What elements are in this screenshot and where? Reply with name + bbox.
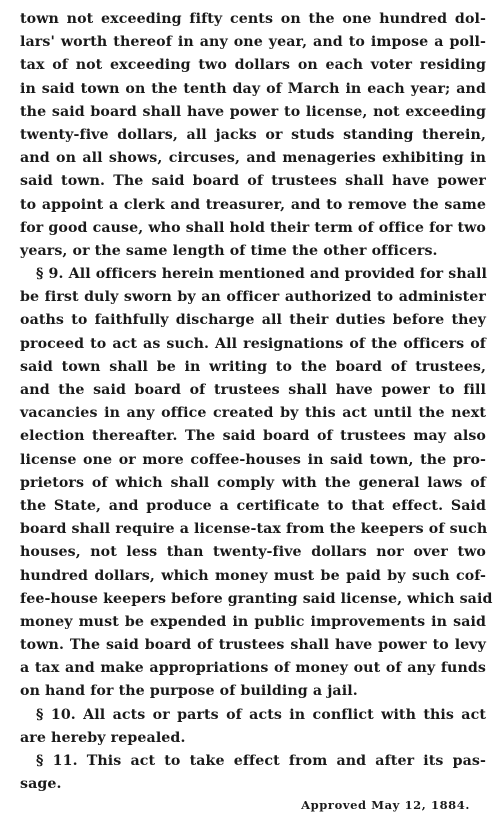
text-line: said town shall be in writing to the board of trustees, xyxy=(20,358,486,375)
section-9-heading-line: § 9. All officers herein mentioned and provided for shall xyxy=(36,266,488,283)
text-line: the State, and produce a certificate to that effect. Said xyxy=(20,497,486,514)
text-line: years, or the same length of time the other officers. xyxy=(20,242,438,259)
text-line: hundred dollars, which money must be paid by such cof- xyxy=(20,567,486,584)
text-line: prietors of which shall comply with the general laws of xyxy=(20,474,486,491)
text-line: vacancies in any office created by this act until the next xyxy=(20,405,486,422)
approval-date: Approved May 12, 1884. xyxy=(301,798,470,812)
text-line: town not exceeding fifty cents on the one hundred dol- xyxy=(20,11,486,27)
text-line: and the said board of trustees shall have power to fill xyxy=(20,382,486,398)
text-line: the said board shall have power to license, not exceeding xyxy=(20,103,486,120)
text-line: in said town on the tenth day of March in each year; and xyxy=(20,80,486,97)
text-line: proceed to act as such. All resignations of the officers of xyxy=(20,335,486,352)
text-line: license one or more coffee-houses in said town, the pro- xyxy=(20,451,486,468)
text-line: houses, not less than twenty-five dollars nor over two xyxy=(20,544,486,561)
text-line: tax of not exceeding two dollars on each voter residing xyxy=(20,57,486,74)
text-line: sage. xyxy=(20,776,62,793)
text-line: board shall require a license-tax from the keepers of such xyxy=(20,521,488,538)
text-line: said town. The said board of trustees shall have power xyxy=(20,173,486,190)
text-line: are hereby repealed. xyxy=(20,729,186,746)
text-line: twenty-five dollars, all jacks or studs standing therein, xyxy=(20,126,486,143)
text-line: fee-house keepers before granting said license, which said xyxy=(20,590,493,607)
text-line: on hand for the purpose of building a jail. xyxy=(20,683,358,700)
text-line: oaths to faithfully discharge all their duties before they xyxy=(20,312,486,329)
section-11-heading-line: § 11. This act to take effect from and after its pas- xyxy=(36,753,486,769)
text-line: to appoint a clerk and treasurer, and to remove the same xyxy=(20,196,486,213)
text-line: for good cause, who shall hold their term of office for two xyxy=(20,219,486,236)
text-line: town. The said board of trustees shall have power to levy xyxy=(20,637,486,654)
text-line: election thereafter. The said board of trustees may also xyxy=(20,428,486,445)
text-line: and on all shows, circuses, and menageries exhibiting in xyxy=(20,150,486,167)
text-line: money must be expended in public improvements in said xyxy=(20,613,486,630)
text-line: a tax and make appropriations of money out of any funds xyxy=(20,660,486,677)
text-line: be first duly sworn by an officer authorized to administer xyxy=(20,289,486,306)
text-line: lars' worth thereof in any one year, and to impose a poll- xyxy=(20,34,486,51)
section-10-heading-line: § 10. All acts or parts of acts in conflict with this act xyxy=(36,706,486,723)
